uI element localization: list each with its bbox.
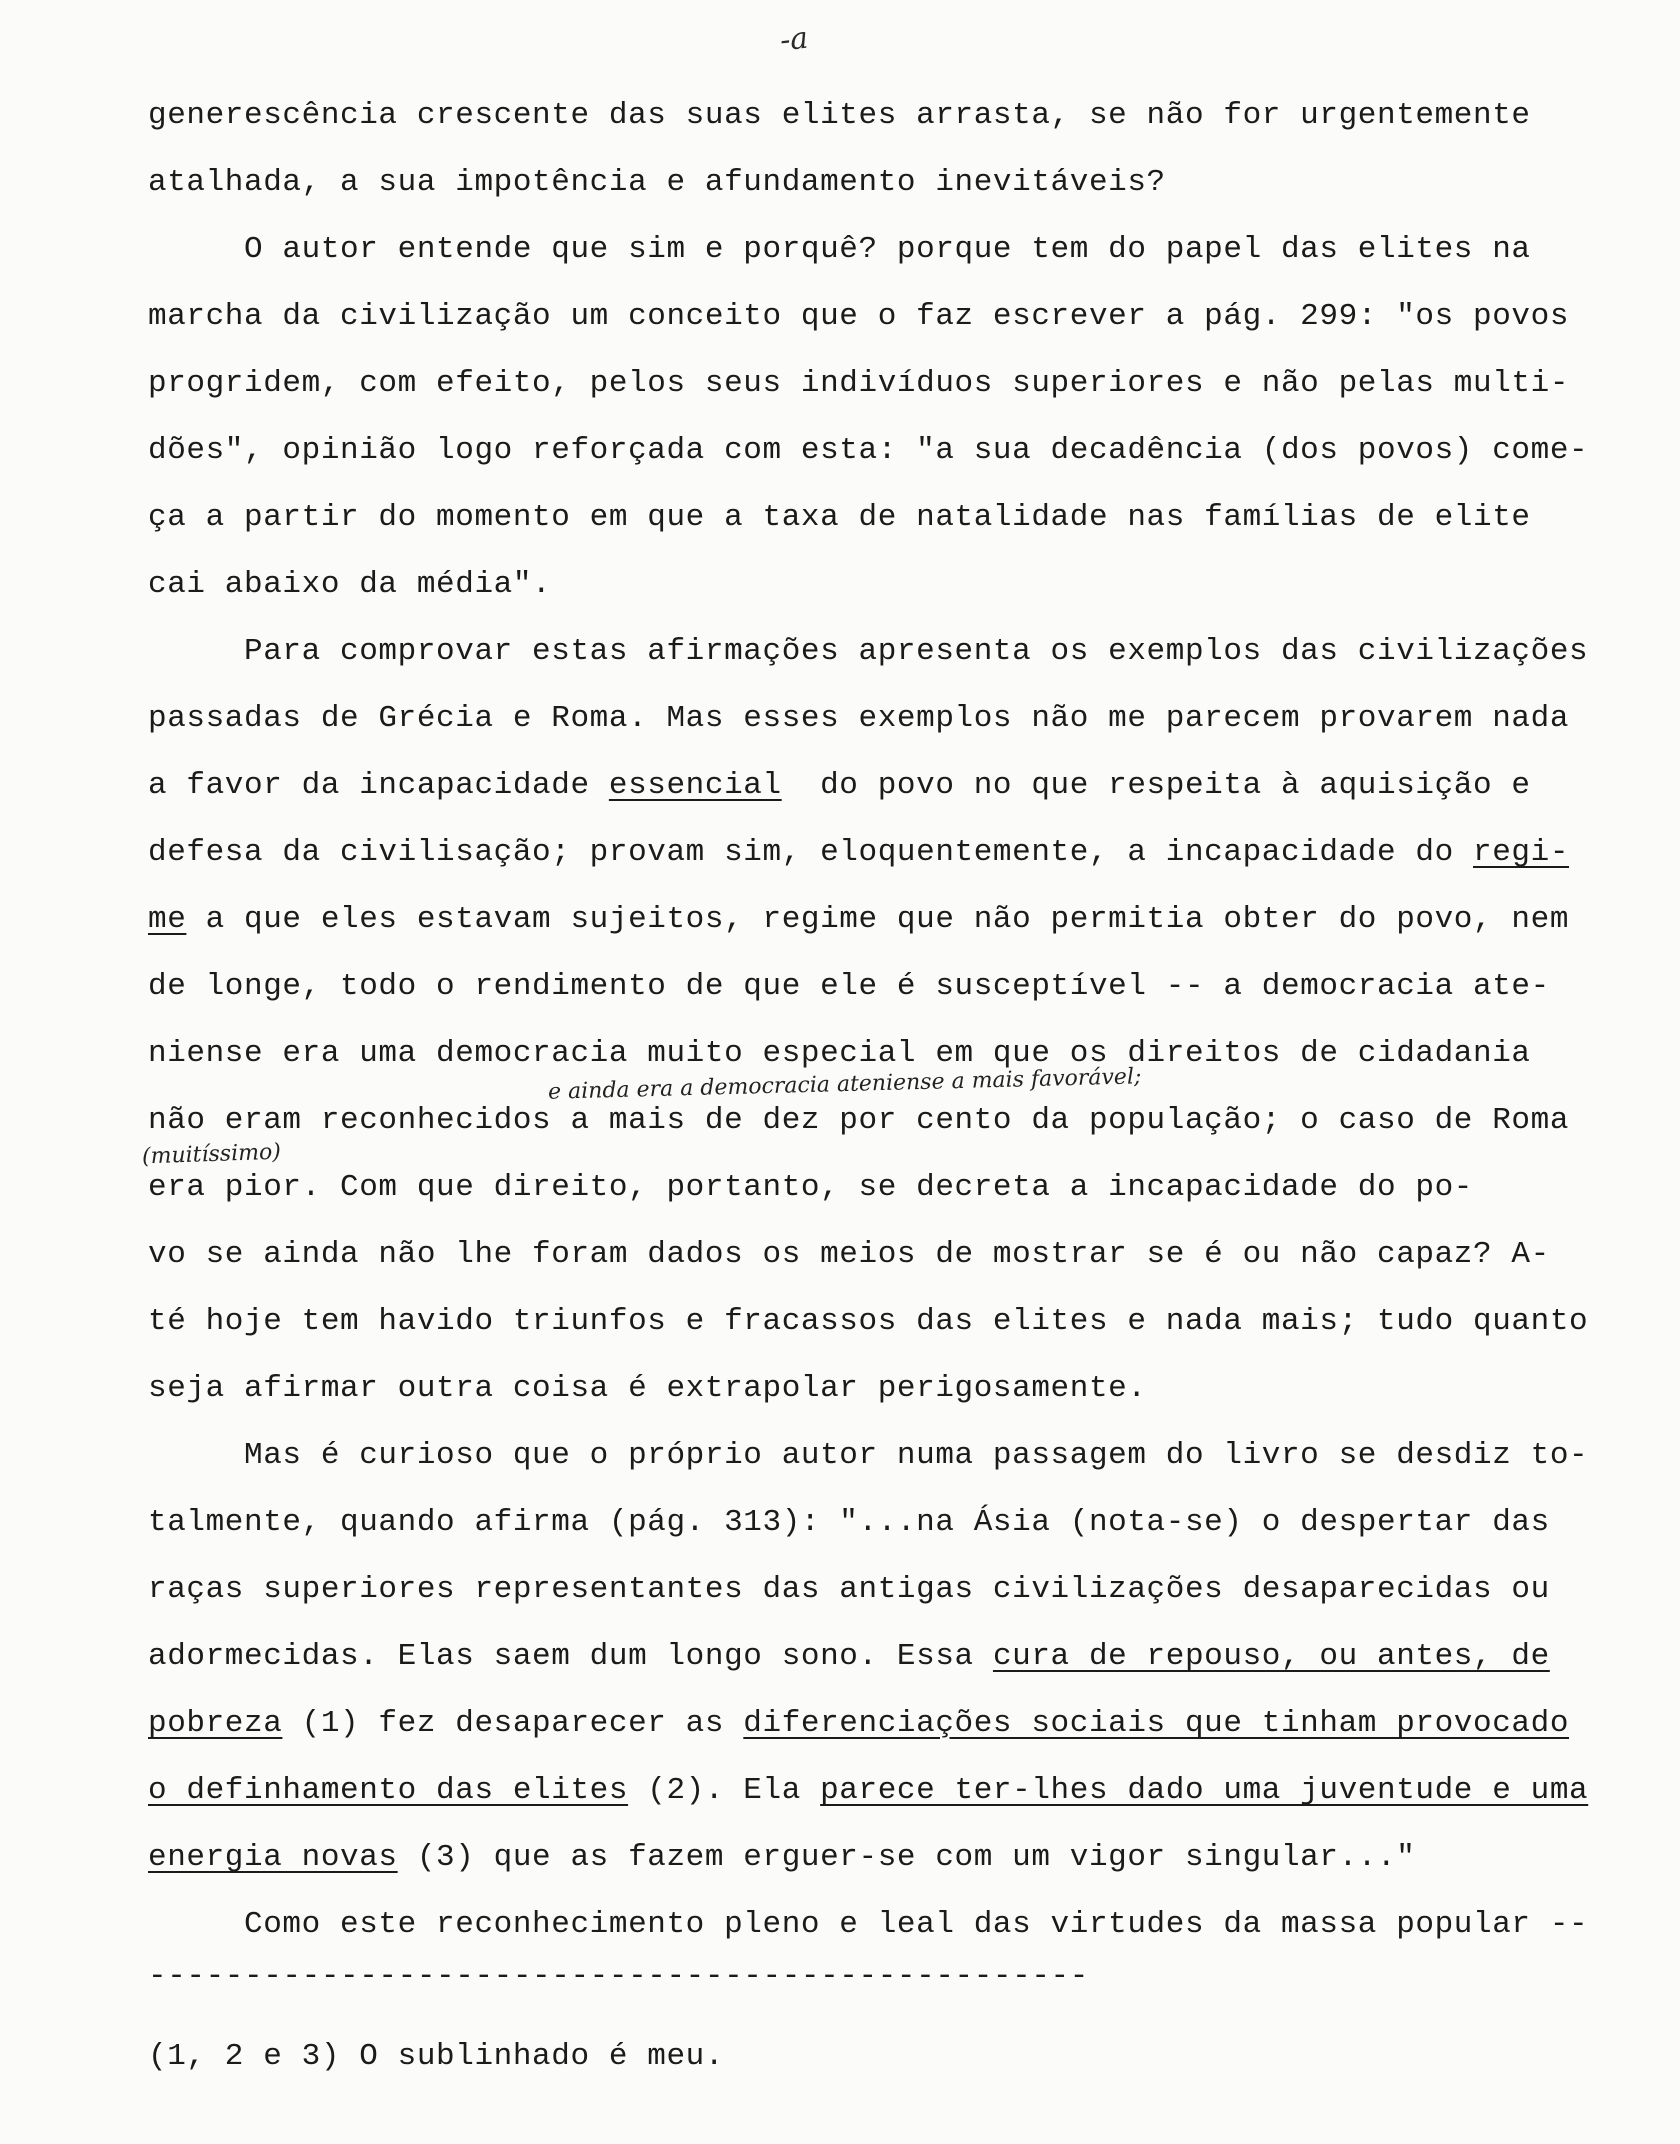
text-line: passadas de Grécia e Roma. Mas esses exemplos não me parecem provarem nada	[148, 701, 1570, 736]
text-line: raças superiores representantes das antigas civilizações desaparecidas ou	[148, 1572, 1550, 1607]
underlined-text: diferenciações sociais que tinham provocado	[743, 1706, 1570, 1741]
underlined-text: cura de repouso, ou antes, de	[992, 1639, 1550, 1674]
footnote-separator: -------------------------------------------------	[148, 1959, 1089, 1994]
text-line: cai abaixo da média".	[148, 567, 552, 602]
text-line: vo se ainda não lhe foram dados os meios de mostrar se é ou não capaz? A-	[148, 1237, 1550, 1272]
handwritten-annotation: e ainda era a democracia ateniense a mais favorável;	[547, 1064, 1142, 1105]
text-line: marcha da civilização um conceito que o faz escrever a pág. 299: "os povos	[148, 299, 1570, 334]
page-header-mark: -a	[778, 20, 810, 59]
text-line: era pior. Com que direito, portanto, se decreta a incapacidade do po-	[148, 1170, 1474, 1205]
footnote: (1, 2 e 3) O sublinhado é meu.	[148, 2039, 725, 2074]
underlined-text: o definhamento das elites	[148, 1773, 629, 1808]
text-segment: adormecidas. Elas saem dum longo sono. Essa	[148, 1639, 993, 1674]
text-line: de longe, todo o rendimento de que ele é susceptível -- a democracia ate-	[148, 969, 1550, 1004]
text-line: atalhada, a sua impotência e afundamento inevitáveis?	[148, 165, 1166, 200]
text-line	[148, 833, 1569, 873]
text-line: generescência crescente das suas elites arrasta, se não for urgentemente	[148, 98, 1531, 133]
underlined-text: essencial	[608, 768, 782, 803]
underlined-text: pobreza	[148, 1706, 283, 1741]
underlined-text: energia novas	[148, 1840, 398, 1875]
text-segment: (3) que as fazem erguer-se com um vigor singular..."	[397, 1840, 1416, 1875]
text-line: talmente, quando afirma (pág. 313): "...na Ásia (nota-se) o despertar das	[148, 1505, 1550, 1540]
text-line	[148, 1771, 1588, 1811]
text-line: seja afirmar outra coisa é extrapolar perigosamente.	[148, 1371, 1147, 1406]
text-line	[148, 900, 1569, 940]
text-line	[148, 1838, 1415, 1878]
underlined-text: me	[148, 902, 187, 937]
text-segment: (2). Ela	[628, 1773, 821, 1808]
text-segment: a que eles estavam sujeitos, regime que não permitia obter do povo, nem	[186, 902, 1570, 937]
text-segment: defesa da civilisação; provam sim, eloquentemente, a incapacidade do	[148, 835, 1474, 870]
text-line	[148, 1637, 1550, 1677]
text-line: Para comprovar estas afirmações apresenta os exemplos das civilizações	[148, 634, 1589, 669]
text-segment: (1) fez desaparecer as	[282, 1706, 744, 1741]
underlined-text: regi-	[1473, 835, 1570, 870]
text-line	[148, 766, 1531, 806]
text-line	[148, 1704, 1569, 1744]
text-line: não eram reconhecidos a mais de dez por cento da população; o caso de Roma	[148, 1103, 1570, 1138]
text-line: niense era uma democracia muito especial em que os direitos de cidadania	[148, 1036, 1531, 1071]
text-line: dões", opinião logo reforçada com esta: "a sua decadência (dos povos) come-	[148, 433, 1589, 468]
text-line: ça a partir do momento em que a taxa de natalidade nas famílias de elite	[148, 500, 1531, 535]
underlined-text: parece ter-lhes dado uma juventude e uma	[820, 1773, 1589, 1808]
text-line: O autor entende que sim e porquê? porque tem do papel das elites na	[148, 232, 1531, 267]
text-line: té hoje tem havido triunfos e fracassos das elites e nada mais; tudo quanto	[148, 1304, 1589, 1339]
text-line: progridem, com efeito, pelos seus indivíduos superiores e não pelas multi-	[148, 366, 1570, 401]
text-line: Mas é curioso que o próprio autor numa passagem do livro se desdiz to-	[148, 1438, 1589, 1473]
handwritten-annotation: (muitíssimo)	[141, 1139, 282, 1170]
text-segment: a favor da incapacidade	[148, 768, 609, 803]
text-line: Como este reconhecimento pleno e leal das virtudes da massa popular --	[148, 1907, 1589, 1942]
text-segment: do povo no que respeita à aquisição e	[781, 768, 1531, 803]
